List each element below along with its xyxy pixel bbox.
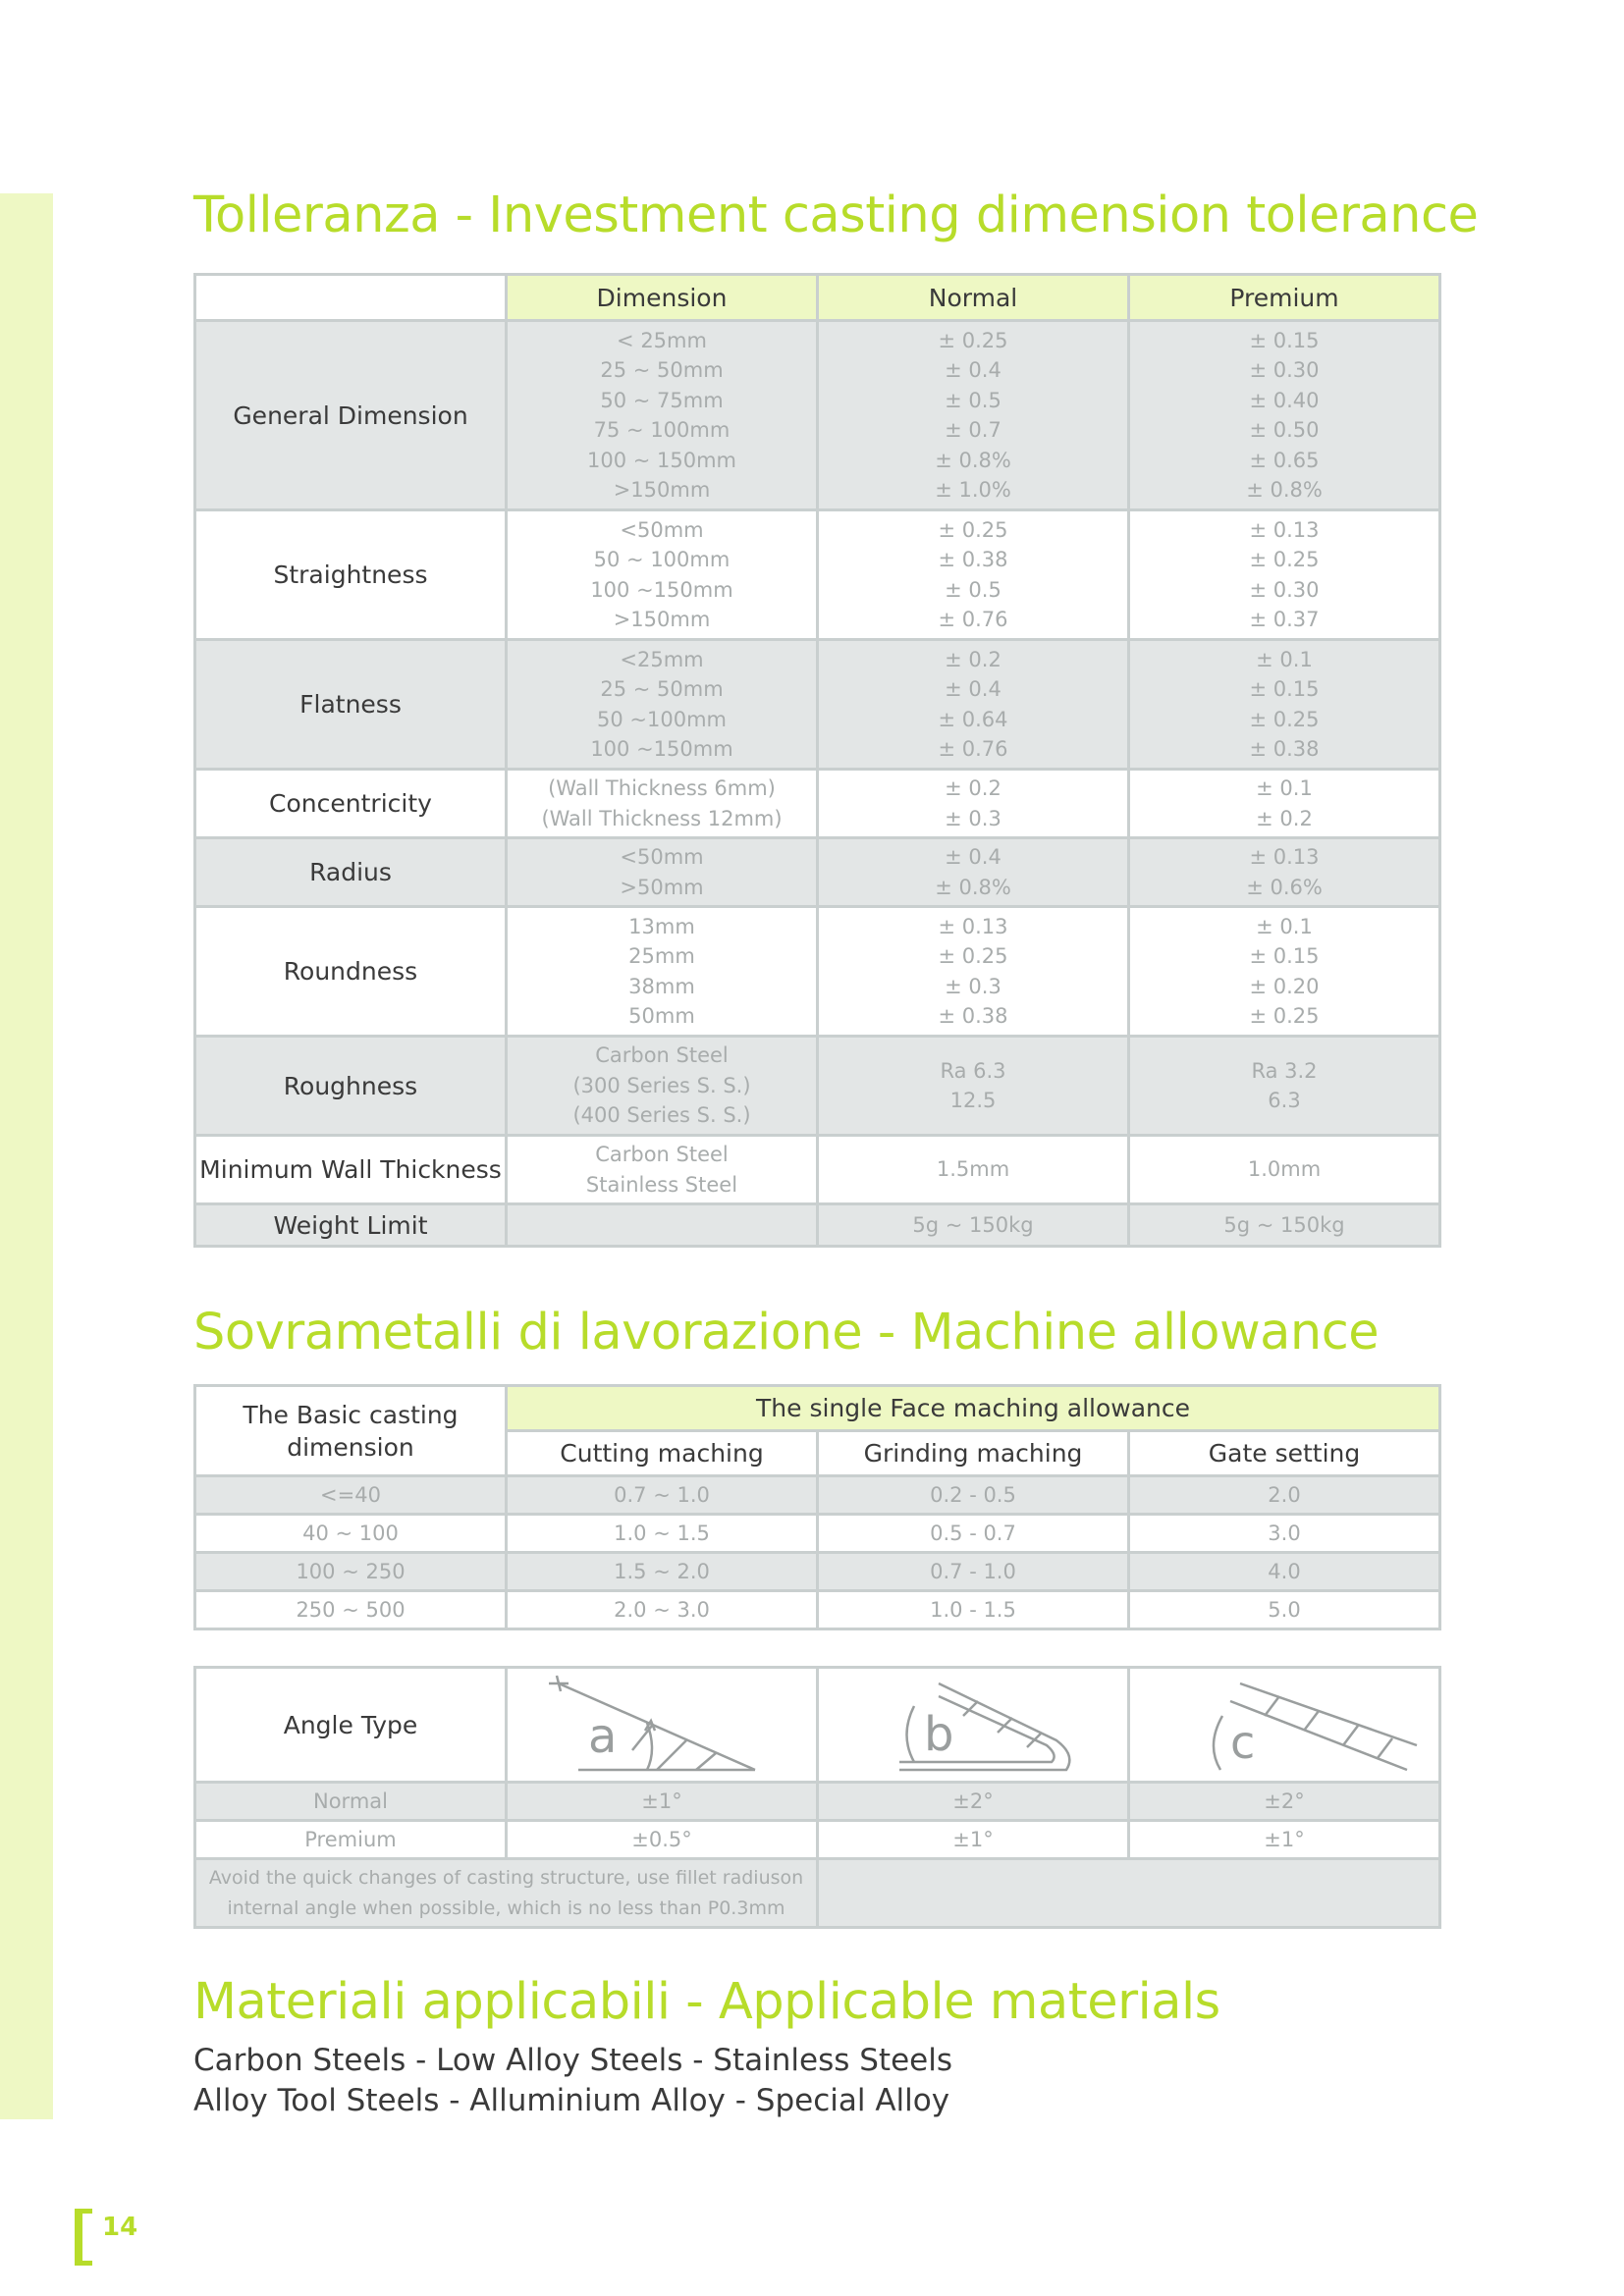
table-cell: 0.7 - 1.0 [818, 1553, 1129, 1591]
table-cell: 1.5 ~ 2.0 [507, 1553, 818, 1591]
normal-cell: Ra 6.3 12.5 [818, 1037, 1129, 1136]
section-title-tolerance: Tolleranza - Investment casting dimension tolerance [193, 187, 1479, 244]
gate-header: Gate setting [1129, 1431, 1440, 1476]
angle-a-letter: a [588, 1708, 618, 1764]
premium-cell: ± 0.13 ± 0.6% [1129, 838, 1440, 907]
table-cell: ±0.5° [507, 1821, 818, 1859]
row-label: Roundness [195, 907, 507, 1037]
angle-a-diagram [507, 1668, 818, 1783]
dimension-cell: <50mm >50mm [507, 838, 818, 907]
premium-cell: ± 0.13 ± 0.25 ± 0.30 ± 0.37 [1129, 510, 1440, 640]
basic-dimension-header: The Basic casting dimension [195, 1386, 507, 1476]
table-cell: 2.0 ~ 3.0 [507, 1591, 818, 1629]
table-row [195, 1204, 1440, 1247]
table-cell: ±1° [1129, 1821, 1440, 1859]
tolerance-header-normal: Normal [818, 275, 1129, 321]
table-row [195, 1553, 1440, 1591]
normal-cell: ± 0.2 ± 0.3 [818, 770, 1129, 838]
table-cell: Normal [195, 1783, 507, 1821]
row-label: Roughness [195, 1037, 507, 1136]
table-cell: 5.0 [1129, 1591, 1440, 1629]
table-cell: ±2° [1129, 1783, 1440, 1821]
table-cell: Premium [195, 1821, 507, 1859]
angle-type-label: Angle Type [195, 1668, 507, 1783]
table-cell: 40 ~ 100 [195, 1515, 507, 1553]
angle-b-diagram [818, 1668, 1129, 1783]
normal-cell: ± 0.25 ± 0.4 ± 0.5 ± 0.7 ± 0.8% ± 1.0% [818, 321, 1129, 510]
table-row [195, 838, 1440, 907]
dimension-cell: Carbon Steel Stainless Steel [507, 1136, 818, 1204]
dimension-cell: <25mm 25 ~ 50mm 50 ~100mm 100 ~150mm [507, 640, 818, 770]
normal-cell: 1.5mm [818, 1136, 1129, 1204]
table-cell: 0.2 - 0.5 [818, 1476, 1129, 1515]
table-cell: ±1° [507, 1783, 818, 1821]
page-number: 14 [102, 2213, 138, 2242]
premium-cell: ± 0.1 ± 0.15 ± 0.20 ± 0.25 [1129, 907, 1440, 1037]
table-row [195, 1591, 1440, 1629]
table-row [195, 1783, 1440, 1821]
row-label: Weight Limit [195, 1204, 507, 1247]
table-cell: 4.0 [1129, 1553, 1440, 1591]
machine-allowance-table [193, 1384, 1441, 1630]
materials-line-1: Carbon Steels - Low Alloy Steels - Stainless Steels [193, 2043, 952, 2078]
normal-cell: ± 0.25 ± 0.38 ± 0.5 ± 0.76 [818, 510, 1129, 640]
row-label: Flatness [195, 640, 507, 770]
premium-cell: ± 0.1 ± 0.2 [1129, 770, 1440, 838]
grinding-header: Grinding maching [818, 1431, 1129, 1476]
angle-note-empty [818, 1859, 1440, 1928]
table-cell: 0.5 - 0.7 [818, 1515, 1129, 1553]
dimension-cell: 13mm 25mm 38mm 50mm [507, 907, 818, 1037]
table-row [195, 640, 1440, 770]
dimension-cell: (Wall Thickness 6mm) (Wall Thickness 12mm) [507, 770, 818, 838]
premium-cell: Ra 3.2 6.3 [1129, 1037, 1440, 1136]
tolerance-header-dimension: Dimension [507, 275, 818, 321]
table-row [195, 1821, 1440, 1859]
angle-note: Avoid the quick changes of casting structure, use fillet radiuson internal angle when possible, which is no less than P0.3mm [195, 1859, 818, 1928]
premium-cell: 5g ~ 150kg [1129, 1204, 1440, 1247]
table-row [195, 770, 1440, 838]
table-row [195, 510, 1440, 640]
tolerance-header-premium: Premium [1129, 275, 1440, 321]
section-title-machine-allowance: Sovrametalli di lavorazione - Machine allowance [193, 1304, 1380, 1362]
row-label: Concentricity [195, 770, 507, 838]
normal-cell: ± 0.13 ± 0.25 ± 0.3 ± 0.38 [818, 907, 1129, 1037]
section-title-materials: Materiali applicabili - Applicable materials [193, 1973, 1220, 2031]
premium-cell: ± 0.15 ± 0.30 ± 0.40 ± 0.50 ± 0.65 ± 0.8% [1129, 321, 1440, 510]
angle-c-letter: c [1230, 1715, 1256, 1769]
premium-cell: ± 0.1 ± 0.15 ± 0.25 ± 0.38 [1129, 640, 1440, 770]
table-row [195, 1136, 1440, 1204]
tolerance-header-empty [195, 275, 507, 321]
normal-cell: 5g ~ 150kg [818, 1204, 1129, 1247]
table-cell: <=40 [195, 1476, 507, 1515]
row-label: Minimum Wall Thickness [195, 1136, 507, 1204]
sidebar-accent-strip [0, 193, 53, 2119]
angle-a-illustration [519, 1672, 804, 1775]
table-cell: 0.7 ~ 1.0 [507, 1476, 818, 1515]
page-bracket-icon [75, 2209, 92, 2266]
tolerance-table [193, 273, 1441, 1248]
table-cell: 3.0 [1129, 1515, 1440, 1553]
angle-b-letter: b [924, 1706, 954, 1762]
angle-c-illustration [1142, 1672, 1427, 1775]
table-row [195, 1515, 1440, 1553]
dimension-cell [507, 1204, 818, 1247]
row-label: General Dimension [195, 321, 507, 510]
row-label: Radius [195, 838, 507, 907]
table-row [195, 1037, 1440, 1136]
table-row [195, 1476, 1440, 1515]
angle-type-table [193, 1666, 1441, 1929]
row-label: Straightness [195, 510, 507, 640]
table-row [195, 321, 1440, 510]
table-row [195, 907, 1440, 1037]
table-cell: 1.0 ~ 1.5 [507, 1515, 818, 1553]
single-face-header: The single Face maching allowance [507, 1386, 1440, 1431]
cutting-header: Cutting maching [507, 1431, 818, 1476]
normal-cell: ± 0.2 ± 0.4 ± 0.64 ± 0.76 [818, 640, 1129, 770]
table-cell: ±2° [818, 1783, 1129, 1821]
materials-line-2: Alloy Tool Steels - Alluminium Alloy - Special Alloy [193, 2083, 950, 2118]
dimension-cell: Carbon Steel (300 Series S. S.) (400 Series S. S.) [507, 1037, 818, 1136]
angle-c-diagram [1129, 1668, 1440, 1783]
dimension-cell: <50mm 50 ~ 100mm 100 ~150mm >150mm [507, 510, 818, 640]
angle-b-illustration [831, 1672, 1115, 1775]
table-cell: 250 ~ 500 [195, 1591, 507, 1629]
table-cell: 2.0 [1129, 1476, 1440, 1515]
premium-cell: 1.0mm [1129, 1136, 1440, 1204]
table-cell: ±1° [818, 1821, 1129, 1859]
table-cell: 1.0 - 1.5 [818, 1591, 1129, 1629]
table-cell: 100 ~ 250 [195, 1553, 507, 1591]
dimension-cell: < 25mm 25 ~ 50mm 50 ~ 75mm 75 ~ 100mm 100 ~ 150mm >150mm [507, 321, 818, 510]
normal-cell: ± 0.4 ± 0.8% [818, 838, 1129, 907]
